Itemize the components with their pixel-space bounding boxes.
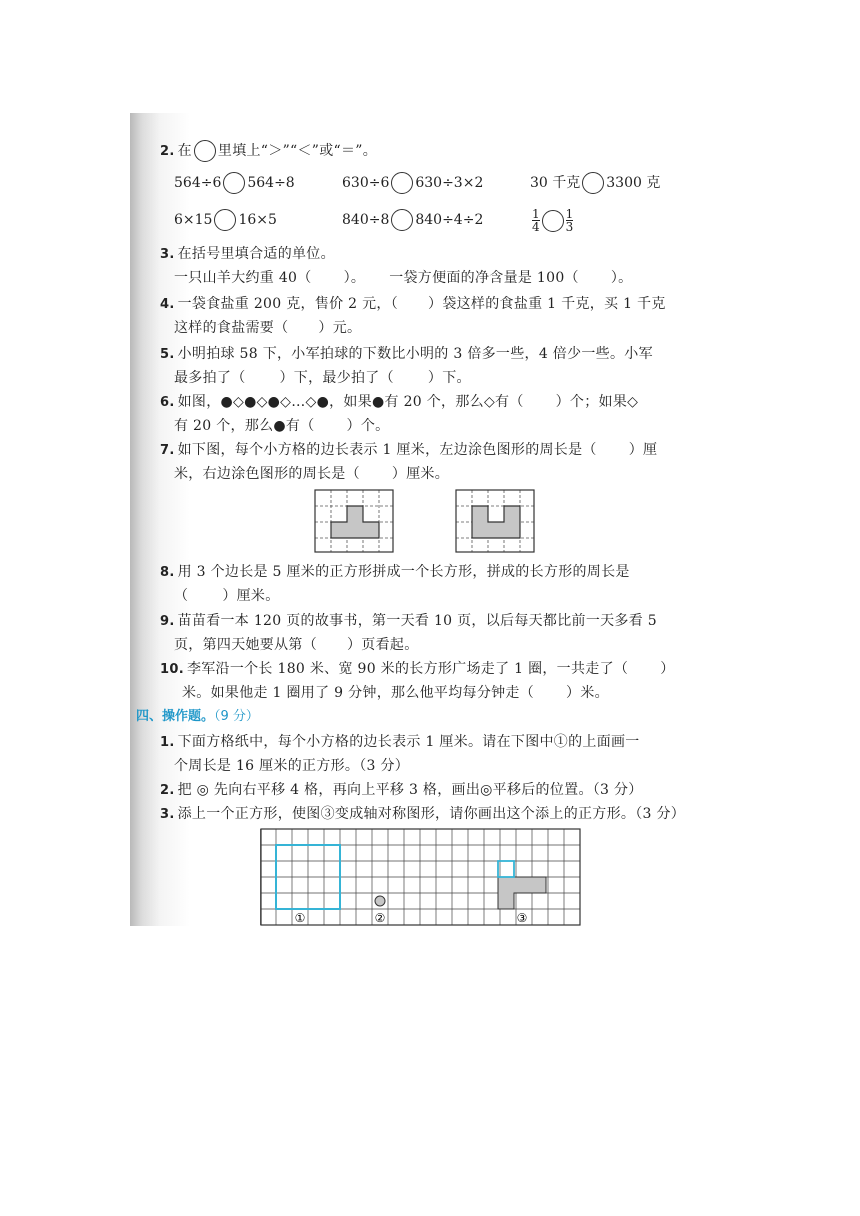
question-number: 6.	[160, 395, 175, 410]
answer-circle[interactable]	[223, 172, 245, 194]
question-6: 6. 如图，●◇●◇●◇…◇●，如果●有 20 个，那么◇有（ ）个；如果◇	[160, 394, 639, 410]
question-3	[160, 244, 335, 265]
operation-3: 3. 添上一个正方形，使图③变成轴对称图形，请你画出这个添上的正方形。（3 分）	[160, 806, 686, 822]
question-text: 在	[177, 143, 192, 159]
expr-left: 6×15	[174, 212, 213, 228]
question-number: 5.	[160, 347, 175, 362]
question-7: 7. 如下图，每个小方格的边长表示 1 厘米，左边涂色图形的周长是（ ）厘	[160, 442, 658, 458]
expr-right: 630÷3×2	[415, 175, 484, 191]
expr-left: 564÷6	[174, 175, 222, 191]
question-6-line2: 有 20 个，那么●有（ ）个。	[174, 418, 390, 434]
question-number: 2.	[160, 144, 175, 159]
grid-paper[interactable]	[260, 828, 582, 928]
expr-right: 840÷4÷2	[415, 212, 484, 228]
compare-item-3	[530, 171, 660, 195]
operation-1: 1. 下面方格纸中，每个小方格的边长表示 1 厘米。请在下图中①的上面画一	[160, 734, 640, 750]
question-2	[160, 140, 377, 162]
answer-circle[interactable]	[391, 209, 413, 231]
question-number: 8.	[160, 565, 175, 580]
question-8-line2: （ ）厘米。	[174, 588, 280, 604]
question-10: 10. 李军沿一个长 180 米、宽 90 米的长方形广场走了 1 圈，一共走了（ ）	[160, 661, 675, 677]
question-4: 4. 一袋食盐重 200 克，售价 2 元，（ ）袋这样的食盐重 1 千克，买 1 千克	[160, 296, 666, 312]
answer-circle[interactable]	[194, 140, 216, 162]
shaded-shape	[331, 506, 379, 538]
compare-item-1	[174, 171, 295, 195]
question-number: 2.	[160, 783, 175, 798]
q7-right-figure	[454, 488, 536, 554]
question-8: 8. 用 3 个边长是 5 厘米的正方形拼成一个长方形，拼成的长方形的周长是	[160, 564, 630, 580]
expr-right: 3300 克	[606, 175, 661, 191]
fraction-right: $\frac{1}{3}$	[565, 207, 574, 234]
question-10-line2: 米。如果他走 1 圈用了 9 分钟，那么他平均每分钟走（ ）米。	[182, 685, 609, 701]
label-1: ①	[294, 911, 306, 925]
question-4-line2: 这样的食盐需要（ ）元。	[174, 320, 362, 336]
answer-circle[interactable]	[214, 209, 236, 231]
question-9-line2: 页，第四天她要从第（ ）页看起。	[174, 637, 419, 653]
expr-right: 16×5	[238, 212, 277, 228]
answer-circle[interactable]	[542, 210, 564, 232]
section-points: （9 分）	[214, 709, 259, 724]
expr-left: 630÷6	[342, 175, 390, 191]
q7-left-figure	[313, 488, 395, 554]
compare-item-4	[174, 208, 277, 232]
question-5: 5. 小明拍球 58 下，小军拍球的下数比小明的 3 倍多一些，4 倍少一些。小军	[160, 346, 653, 362]
question-5-line2: 最多拍了（ ）下，最少拍了（ ）下。	[174, 370, 471, 386]
answer-circle[interactable]	[582, 172, 604, 194]
question-number: 3.	[160, 247, 175, 262]
compare-item-6	[532, 208, 573, 233]
shaded-shape	[472, 506, 520, 538]
question-text: 里填上“＞”“＜”或“＝”。	[217, 143, 378, 159]
added-square	[498, 861, 514, 877]
question-9: 9. 苗苗看一本 120 页的故事书，第一天看 10 页，以后每天都比前一天多看 5	[160, 613, 657, 629]
question-number: 9.	[160, 614, 175, 629]
question-text: 在括号里填合适的单位。	[177, 246, 335, 262]
label-3: ③	[516, 911, 528, 925]
question-number: 3.	[160, 807, 175, 822]
label-2: ②	[374, 911, 386, 925]
question-7-line2: 米，右边涂色图形的周长是（ ）厘米。	[174, 466, 450, 482]
compare-item-5	[342, 208, 483, 232]
operation-2: 2. 把 ◎ 先向右平移 4 格，再向上平移 3 格，画出◎平移后的位置。（3 分）	[160, 782, 643, 798]
compare-item-2	[342, 171, 483, 195]
movable-circle-icon[interactable]	[375, 896, 385, 906]
expr-right: 564÷8	[247, 175, 295, 191]
expr-left: 30 千克	[530, 175, 581, 191]
question-number: 10.	[160, 662, 184, 677]
expr-left: 840÷8	[342, 212, 390, 228]
figure-3-shape	[498, 877, 546, 909]
question-number: 1.	[160, 735, 175, 750]
operation-1-line2: 个周长是 16 厘米的正方形。（3 分）	[174, 758, 410, 774]
section-4-header	[136, 708, 259, 726]
question-number: 7.	[160, 443, 175, 458]
question-number: 4.	[160, 297, 175, 312]
section-title: 四、操作题。	[136, 709, 215, 724]
answer-circle[interactable]	[391, 172, 413, 194]
question-3-line2: 一只山羊大约重 40（ ）。 一袋方便面的净含量是 100（ ）。	[174, 270, 633, 286]
fraction-left: $\frac{1}{4}$	[532, 207, 540, 234]
